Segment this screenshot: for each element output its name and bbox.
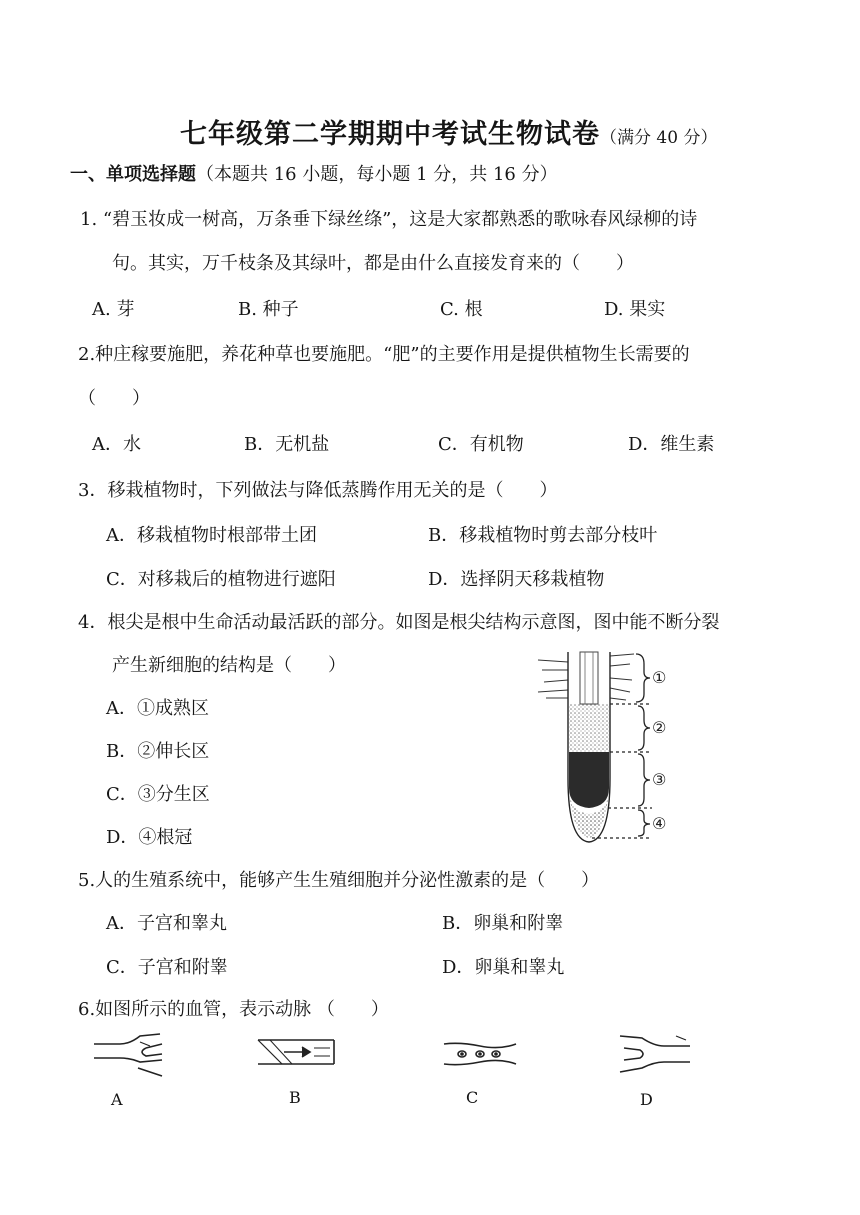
q4-stem-line1: 4．根尖是根中生命活动最活跃的部分。如图是根尖结构示意图，图中能不断分裂 (78, 612, 720, 633)
q1-stem-line2: 句。其实，万千枝条及其绿叶，都是由什么直接发育来的（ ） (112, 253, 634, 274)
vessel-b-figure (254, 1036, 340, 1074)
q1-stem-line1: 1. “碧玉妆成一树高，万条垂下绿丝绦”，这是大家都熟悉的歌咏春风绿柳的诗 (80, 209, 698, 230)
q4-option-c: C．③分生区 (106, 784, 210, 805)
q1-option-d: D. 果实 (604, 299, 666, 320)
q5-option-b: B．卵巢和附睾 (442, 913, 564, 934)
q2-option-a: A．水 (92, 434, 141, 455)
q6-stem: 6.如图所示的血管，表示动脉 （ ） (78, 999, 389, 1020)
section-heading-note: （本题共 16 小题，每小题 1 分，共 16 分） (196, 164, 558, 185)
vessel-a-label: A (111, 1090, 123, 1109)
q4-stem-line2: 产生新细胞的结构是（ ） (112, 655, 346, 676)
q3-stem: 3．移栽植物时，下列做法与降低蒸腾作用无关的是（ ） (78, 480, 558, 501)
vessel-b-label: B (289, 1088, 301, 1107)
exam-title (180, 112, 717, 151)
q2-option-b: B．无机盐 (244, 434, 330, 455)
q5-stem: 5.人的生殖系统中，能够产生生殖细胞并分泌性激素的是（ ） (78, 870, 600, 891)
q1-option-a: A. 芽 (92, 299, 135, 320)
elongation-zone (569, 704, 609, 752)
section-heading-label: 一、单项选择题 (70, 164, 196, 185)
root-stele (580, 652, 598, 704)
q5-option-c: C．子宫和附睾 (106, 957, 228, 978)
q5-option-d: D．卵巢和睾丸 (442, 957, 565, 978)
section-heading (70, 160, 558, 186)
q4-option-d: D．④根冠 (106, 827, 193, 848)
exam-title-note: （满分 40 分） (600, 128, 718, 148)
q3-option-a: A．移栽植物时根部带土团 (106, 525, 317, 546)
label-zone-1: ① (652, 668, 667, 687)
q1-option-b: B. 种子 (238, 299, 299, 320)
vessel-d-label: D (640, 1090, 653, 1109)
zone-braces (636, 654, 650, 836)
vessel-c-figure (440, 1036, 520, 1076)
exam-title-main: 七年级第二学期期中考试生物试卷 (180, 119, 600, 150)
q2-stem-line2: （ ） (78, 388, 150, 409)
vessel-c-label: C (466, 1088, 479, 1107)
vessel-d-figure (616, 1032, 694, 1082)
q2-option-c: C．有机物 (438, 434, 524, 455)
q3-option-c: C．对移栽后的植物进行遮阳 (106, 569, 336, 590)
label-zone-2: ② (652, 718, 667, 737)
q5-option-a: A．子宫和睾丸 (106, 913, 227, 934)
q4-option-a: A．①成熟区 (106, 698, 209, 719)
q3-option-b: B．移栽植物时剪去部分枝叶 (428, 525, 658, 546)
q4-option-b: B．②伸长区 (106, 741, 210, 762)
q3-option-d: D．选择阴天移栽植物 (428, 569, 605, 590)
q2-stem-line1: 2.种庄稼要施肥，养花种草也要施肥。“肥”的主要作用是提供植物生长需要的 (78, 344, 690, 365)
q2-option-d: D．维生素 (628, 434, 715, 455)
root-tip-figure (530, 648, 680, 844)
meristem-zone (569, 752, 609, 808)
q1-option-c: C. 根 (440, 299, 483, 320)
label-zone-3: ③ (652, 770, 667, 789)
label-zone-4: ④ (652, 814, 667, 833)
vessel-a-figure (90, 1032, 170, 1082)
